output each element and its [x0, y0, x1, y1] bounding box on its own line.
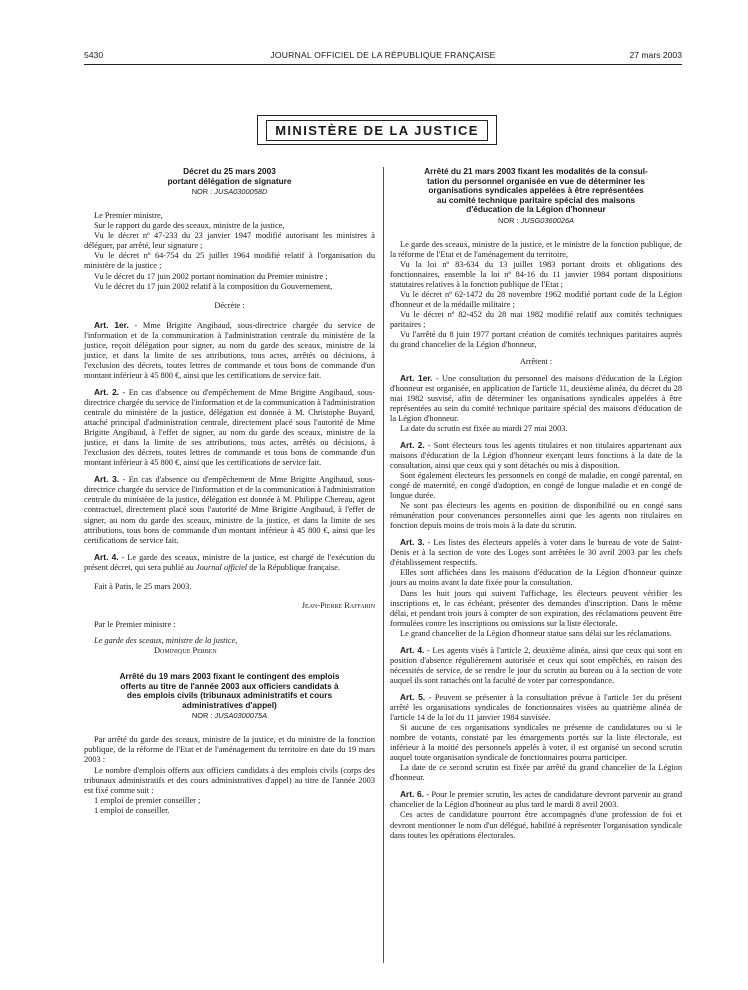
- arrete-title-line: Arrêté du 19 mars 2003 fixant le contingent des emplois: [119, 670, 340, 681]
- arrete-title-line: administratives d'appel): [182, 699, 277, 710]
- paragraph: Le grand chancelier de la Légion d'honneur statue sans délai sur les réclamations.: [400, 628, 672, 638]
- decree-title-line: portant délégation de signature: [167, 175, 292, 186]
- paragraph: Sont également électeurs les personnels en congé de maladie, en congé parental, en congé de maternité, en congé d'adoption, en congé de longue maladie et en congé de longue durée.: [390, 471, 682, 501]
- decree-delegation: [84, 167, 375, 656]
- arrete-title-line: des emplois civils (tribunaux administratifs et cours: [126, 690, 333, 701]
- signatory-name: Jean-Pierre Raffarin: [301, 600, 375, 610]
- article-5: Art. 5. - Peuvent se présenter à la consultation prévue à l'article 1er du présent arrêté les organisations syndicales de fonctionnaires visées au quatrième alinéa de l'article 14 de la loi du 11 janvier 1984 susvisée.: [390, 691, 682, 723]
- paragraph: Vu le décret nº 82-452 du 28 mai 1982 modifié relatif aux comités techniques paritaires ;: [390, 310, 682, 330]
- countersignatory-name: Dominique Perben: [154, 645, 217, 655]
- arrete-title-line: d'éducation de la Légion d'honneur: [466, 204, 606, 215]
- paragraph: Dans les huit jours qui suivent l'affichage, les électeurs peuvent vérifier les inscriptions et, le cas échéant, présenter des demandes d'inscription. Dans le même délai, et pendant trois jours à compter de son expiration, des réclamations peuvent être formulées contre les inscriptions ou omissions sur la liste électorale.: [390, 588, 682, 628]
- paragraph: 1 emploi de conseiller.: [94, 805, 170, 815]
- arrete-title-line: tation du personnel organisée en vue de déterminer les: [426, 175, 646, 186]
- nor-reference: NOR : JUSA0300075A: [191, 711, 268, 721]
- article-1: Art. 1er. - Une consultation du personnel des maisons d'éducation de la Légion d'honneur est organisée, en application de l'article 11, deuxième alinéa, du décret du 28 mai 1982 susvisé, afin de déterminer les organisations syndicales appelées à être représentées au sein du comité technique paritaire spécial des maisons d'éducation de la Légion d'honneur.: [390, 372, 682, 423]
- paragraph: Si aucune de ces organisations syndicales ne présente de candidatures ou si le nombre de votants, constaté par les émargements portés sur la liste électorale, est inférieur à la moitié des personnels appelés à voter, il est organisé un second scrutin auquel toute organisation syndicale de fonctionnaires pourra participer.: [390, 723, 682, 763]
- paragraph: La date de ce second scrutin est fixée par arrêté du grand chancelier de la Légion d'honneur.: [390, 763, 682, 783]
- paragraph: Elles sont affichées dans les maisons d'éducation de la Légion d'honneur quinze jours au moins avant la date fixée pour la consultation.: [390, 568, 682, 588]
- article-3: Art. 3. - Les listes des électeurs appelés à voter dans le bureau de vote de Saint-Denis et à la section de vote des Loges sont arrêtées le 30 avril 2003 par les chefs d'établissement respectifs.: [390, 537, 682, 568]
- nor-code: JUSG0360026A: [520, 215, 574, 225]
- arrete-title-line: au comité technique paritaire spécial des maisons: [436, 194, 636, 205]
- left-column: [84, 167, 375, 816]
- decrete-heading: Décrète :: [214, 300, 245, 310]
- article-2: Art. 2. - Sont électeurs tous les agents titulaires et non titulaires appartenant aux maisons d'éducation de la Légion d'honneur exerçant leurs fonctions à la date de la consultation, ainsi que ceux qui y sont détachés ou mis à disposition.: [390, 439, 682, 470]
- nor-code: JUSA0300058D: [214, 187, 268, 197]
- article-2: Art. 2. - En cas d'absence ou d'empêchement de Mme Brigitte Angibaud, sous-directrice chargée du service de l'information et de la communication à l'administration centrale du ministère de la justice, délégation est donnée à M. Christophe Buyard, attaché principal d'administration centrale, directement placé sous l'autorité de Mme Brigitte Angibaud, à l'effet de signer, au nom du garde des sceaux, ministre de la justice, et dans la limite de ses attributions, tous actes, arrêtés ou décisions, à l'exclusion des décrets, toutes lettres de commande et tous bons de commande d'un montant inférieur à 45 800 €, ainsi que les certifications de service fait.: [84, 386, 375, 468]
- arretent-heading: Arrêtent :: [519, 356, 553, 366]
- paragraph: Vu le décret nº 62-1472 du 28 novembre 1962 modifié portant code de la Légion d'honneur et de la médaille militaire ;: [390, 290, 682, 310]
- page-header: [84, 50, 682, 64]
- arrete-consultation: [390, 167, 682, 841]
- nor-reference: NOR : JUSA0300058D: [191, 187, 268, 197]
- article-4: Art. 4. - Les agents visés à l'article 2, deuxième alinéa, ainsi que ceux qui sont en position d'absence régulièrement autorisée et ceux qui sont empêchés, en raison des nécessités de service, de se rendre le jour du scrutin au bureau ou à la section de vote auquel ils sont rattachés ont la faculté de voter par correspondance.: [390, 644, 682, 685]
- paragraph: Ces actes de candidature pourront être accompagnés d'une profession de foi et devront mentionner le nom d'un délégué, habilité à représenter l'organisation syndicale dans toutes les opérations électorales.: [390, 810, 682, 840]
- paragraph: Le Premier ministre,: [94, 211, 163, 221]
- nor-code: JUSA0300075A: [214, 711, 268, 721]
- fait-a-paris: Fait à Paris, le 25 mars 2003.: [94, 581, 192, 591]
- paragraph: 1 emploi de premier conseiller ;: [94, 795, 201, 805]
- article-6: Art. 6. - Pour le premier scrutin, les actes de candidature devront parvenir au grand chancelier de la Légion d'honneur au plus tard le mardi 8 avril 2003.: [390, 789, 682, 810]
- paragraph: La date du scrutin est fixée au mardi 27 mai 2003.: [400, 423, 568, 433]
- article-4: Art. 4. - Le garde des sceaux, ministre de la justice, est chargé de l'exécution du présent décret, qui sera publié au Journal officiel de la République française.: [84, 551, 375, 572]
- ministry-title: MINISTÈRE DE LA JUSTICE: [266, 120, 488, 141]
- paragraph: Vu le décret nº 47-233 du 23 janvier 1947 modifié autorisant les ministres à déléguer, par arrêté, leur signature ;: [84, 231, 375, 251]
- arrete-contingent: [84, 672, 375, 816]
- arrete-title-line: offerts au titre de l'année 2003 aux officiers candidats à: [120, 680, 339, 691]
- paragraph: Par arrêté du garde des sceaux, ministre de la justice, et du ministre de la fonction publique, de la réforme de l'Etat et de l'aménagement du territoire en date du 19 mars 2003 :: [84, 735, 375, 765]
- journal-title: JOURNAL OFFICIEL DE LA RÉPUBLIQUE FRANÇAISE: [270, 50, 496, 60]
- paragraph: Vu l'arrêté du 8 juin 1977 portant création de comités techniques paritaires auprès du grand chancelier de la Légion d'honneur,: [390, 330, 682, 350]
- right-column: [390, 167, 682, 841]
- paragraph: Vu le décret nº 64-754 du 25 juillet 1964 modifié relatif à l'organisation du ministère de la justice ;: [84, 251, 375, 271]
- paragraph: Le nombre d'emplois offerts aux officiers candidats à des emplois civils (corps des tribunaux administratifs et des cours administratives d'appel) au titre de l'année 2003 est fixé comme suit :: [84, 765, 375, 795]
- par-le-premier-ministre: Par le Premier ministre :: [94, 619, 176, 629]
- nor-reference: NOR : JUSG0360026A: [497, 215, 574, 225]
- paragraph: Vu le décret du 17 juin 2002 portant nomination du Premier ministre ;: [94, 271, 328, 281]
- paragraph: Ne sont pas électeurs les agents en position de disponibilité ou en congé sans rémunération pour convenances personnelles ainsi que les agents non titulaires en fonction depuis moins de trois mois à la date du scrutin.: [390, 501, 682, 531]
- column-divider: [383, 167, 384, 963]
- ministry-box: [257, 115, 497, 145]
- paragraph: Vu le décret du 17 juin 2002 relatif à la composition du Gouvernement,: [94, 281, 333, 291]
- issue-date: 27 mars 2003: [629, 50, 682, 60]
- page-number: 5430: [84, 50, 104, 60]
- header-rule: [84, 64, 682, 65]
- paragraph: Le garde des sceaux, ministre de la justice, et le ministre de la fonction publique, de la réforme de l'Etat et de l'aménagement du territoire,: [390, 240, 682, 260]
- arrete-title-line: organisations syndicales appelées à être représentées: [428, 185, 644, 196]
- paragraph: Sur le rapport du garde des sceaux, ministre de la justice,: [94, 221, 285, 231]
- arrete-title-line: Arrêté du 21 mars 2003 fixant les modalités de la consul-: [424, 166, 648, 176]
- paragraph: Vu la loi nº 83-634 du 13 juillet 1983 portant droits et obligations des fonctionnaires, ensemble la loi nº 84-16 du 11 janvier 1984 portant dispositions statutaires relatives à la fonction publique de l'Etat ;: [390, 260, 682, 290]
- article-3: Art. 3. - En cas d'absence ou d'empêchement de Mme Brigitte Angibaud, sous-directrice chargée du service de l'information et de la communication à l'administration centrale du ministère de la justice, délégation est donnée à M. Philippe Chereau, agent contractuel, directement placé sous l'autorité de Mme Brigitte Angibaud, à l'effet de signer, au nom du garde des sceaux, ministre de la justice, et dans la limite de ses attributions, tous bons de commande d'un montant inférieur à 45 800 €, ainsi que les certifications de service fait.: [84, 474, 375, 545]
- article-1: Art. 1er. - Mme Brigitte Angibaud, sous-directrice chargée du service de l'information et de la communication à l'administration centrale du ministère de la justice, reçoit délégation pour signer, au nom du garde des sceaux, ministre de la justice, et dans la limite de ses attributions, tous actes, arrêtés ou décisions, à l'exclusion des décrets, toutes lettres de commande et tous bons de commande d'un montant inférieur à 45 800 €, ainsi que les certifications de service fait.: [84, 319, 375, 380]
- decree-title-line: Décret du 25 mars 2003: [183, 166, 276, 176]
- garde-des-sceaux: Le garde des sceaux, ministre de la justice,: [94, 635, 238, 645]
